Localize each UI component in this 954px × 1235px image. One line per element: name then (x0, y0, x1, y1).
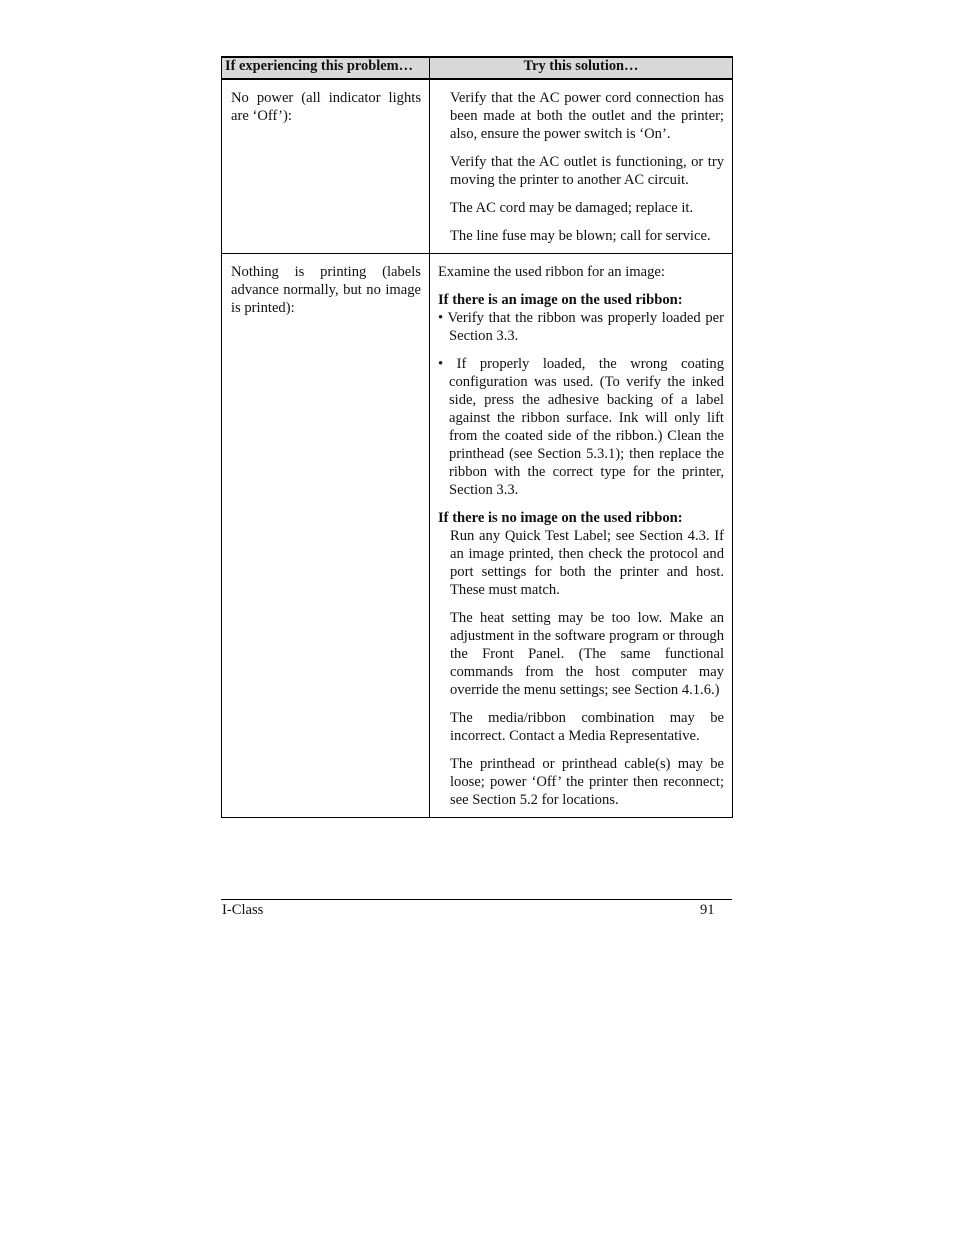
solution-bullet: • Verify that the ribbon was properly loaded per Section 3.3. (438, 310, 724, 344)
solution-text: The heat setting may be too low. Make an adjustment in the software program or through the Front Panel. (The same functional commands from the host computer may override the menu settings; see Section 4.1.6.) (450, 610, 724, 698)
solution-bullet: • If properly loaded, the wrong coating configuration was used. (To verify the inked side, press the adhesive backing of a label against the ribbon surface. Ink will only lift from the coated side of the ribbon.) Clean the printhead (see Section 5.3.1); then replace the ribbon with the correct type for the printer, Section 3.3. (438, 356, 724, 498)
problem-cell: No power (all indicator lights are ‘Off’): (222, 79, 430, 254)
solution-text: The media/ribbon combination may be incorrect. Contact a Media Representative. (450, 710, 724, 744)
solution-text: Verify that the AC outlet is functioning, or try moving the printer to another AC circuit. (450, 154, 724, 188)
table-row (222, 79, 733, 254)
solution-intro: Examine the used ribbon for an image: (438, 264, 665, 280)
troubleshooting-table (221, 56, 733, 818)
solution-text: The line fuse may be blown; call for service. (450, 228, 711, 244)
problem-column-header: If experiencing this problem… (222, 57, 430, 79)
solution-text: The AC cord may be damaged; replace it. (450, 200, 694, 216)
solution-cell (430, 254, 733, 818)
table-header-row (222, 57, 733, 79)
solution-subheading: If there is an image on the used ribbon: (438, 292, 683, 308)
problem-cell: Nothing is printing (labels advance normally, but no image is printed): (222, 254, 430, 818)
table-row (222, 254, 733, 818)
solution-text: Verify that the AC power cord connection has been made at both the outlet and the printer; also, ensure the power switch is ‘On’. (450, 90, 724, 142)
solution-column-header: Try this solution… (430, 57, 733, 79)
solution-cell (430, 79, 733, 254)
footer-divider (221, 899, 732, 900)
solution-text: Run any Quick Test Label; see Section 4.3. If an image printed, then check the protocol and port settings for both the printer and host. These must match. (450, 528, 724, 598)
solution-text: The printhead or printhead cable(s) may be loose; power ‘Off’ the printer then reconnect; see Section 5.2 for locations. (450, 756, 724, 808)
solution-subheading: If there is no image on the used ribbon: (438, 510, 683, 526)
footer-product-name: I-Class (222, 902, 264, 918)
footer-page-number: 91 (700, 902, 715, 918)
